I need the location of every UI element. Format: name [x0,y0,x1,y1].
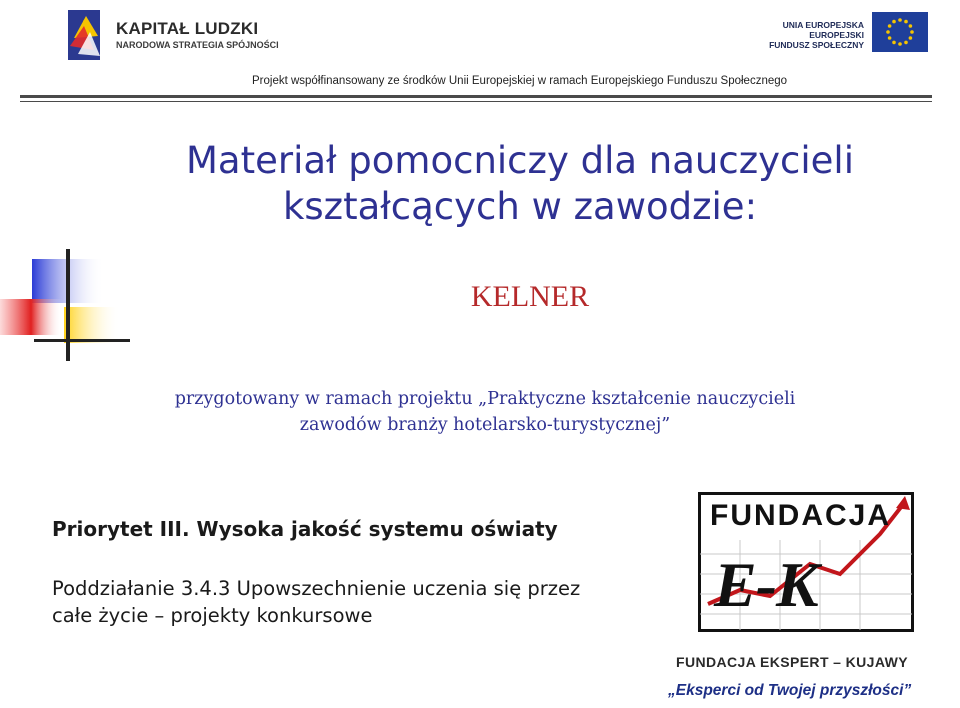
header-divider-thin [20,101,932,102]
kapital-ludzki-title: KAPITAŁ LUDZKI [116,19,259,38]
project-description-line1: przygotowany w ramach projektu „Praktyczne kształcenie nauczycieli [174,389,796,409]
cofinancing-note: Projekt współfinansowany ze środków Unii Europejskiej w ramach Europejskiego Funduszu Społecznego [252,75,788,87]
project-description-line2: zawodów branży hotelarsko-turystycznej” [299,415,671,435]
subaction-line1: Poddziałanie 3.4.3 Upowszechnienie uczenia się przez [52,577,581,600]
eu-label-line1: UNIA EUROPEJSKA [782,20,864,30]
profession-name: KELNER [470,280,590,313]
page-title-line1: Materiał pomocniczy dla nauczycieli [186,139,854,182]
eu-label-line2: EUROPEJSKI [809,30,864,40]
fundacja-logo-letters: E-K [714,549,818,620]
priority-heading: Priorytet III. Wysoka jakość systemu oświaty [52,517,558,541]
project-description [60,386,910,438]
kapital-ludzki-subtitle: NARODOWA STRATEGIA SPÓJNOŚCI [116,40,279,50]
eu-label [769,20,864,50]
foundation-motto: „Eksperci od Twojej przyszłości” [668,682,912,699]
eu-label-line3: FUNDUSZ SPOŁECZNY [769,40,864,50]
subaction-text [52,575,672,629]
page-title-line2: kształcących w zawodzie: [282,185,758,228]
subaction-line2: całe życie – projekty konkursowe [52,604,373,627]
fundacja-logo-word: FUNDACJA [710,499,891,532]
page-title [130,138,910,230]
decorative-squares-icon [0,245,130,365]
header-divider [20,95,932,98]
foundation-name: FUNDACJA EKSPERT – KUJAWY [676,654,908,670]
eu-flag-icon [872,12,928,52]
